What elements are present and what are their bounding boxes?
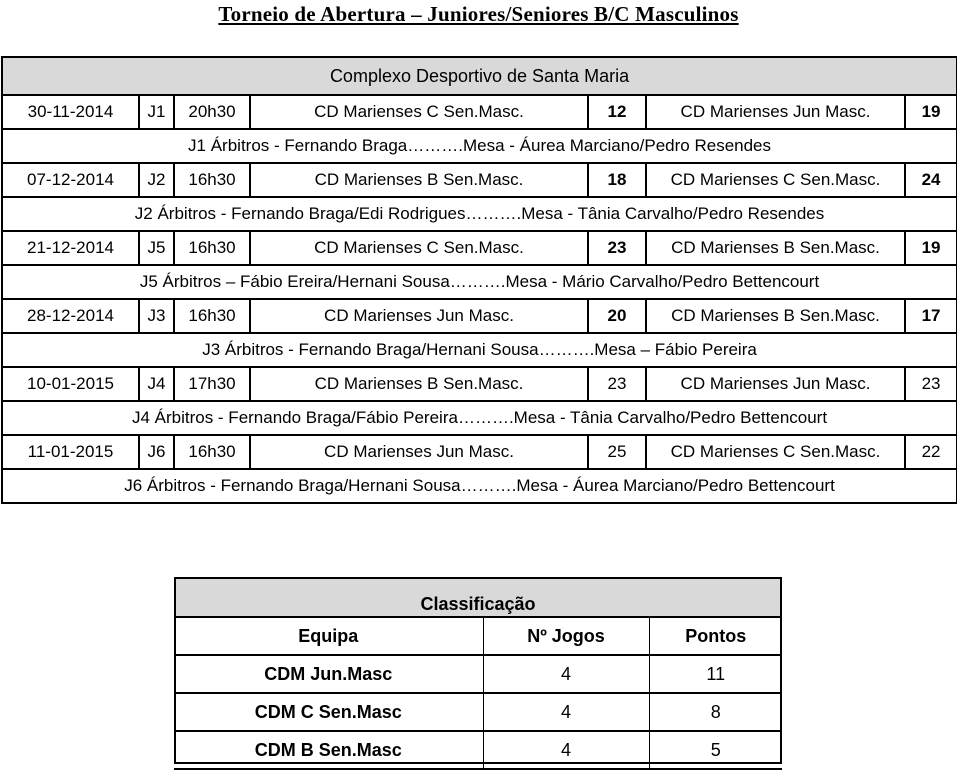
game-date: 30-11-2014 [2,95,139,129]
standings-table [174,577,782,770]
game-row [2,435,957,469]
home-score: 23 [588,367,646,401]
game-date: 10-01-2015 [2,367,139,401]
game-code: J1 [139,95,174,129]
game-time: 16h30 [174,299,250,333]
game-code: J6 [139,435,174,469]
game-officials: J3 Árbitros - Fernando Braga/Hernani Sousa……….Mesa – Fábio Pereira [2,333,957,367]
game-date: 07-12-2014 [2,163,139,197]
home-score: 20 [588,299,646,333]
game-time: 16h30 [174,163,250,197]
away-team: CD Marienses Jun Masc. [646,95,905,129]
column-header-games: Nº Jogos [483,617,649,655]
game-time: 17h30 [174,367,250,401]
home-team: CD Marienses C Sen.Masc. [250,231,588,265]
officials-row [2,469,957,503]
home-team: CD Marienses Jun Masc. [250,299,588,333]
standings-caption: Classificação [174,577,782,617]
game-time: 16h30 [174,435,250,469]
column-header-points: Pontos [649,617,782,655]
game-row [2,367,957,401]
home-score: 23 [588,231,646,265]
away-score: 22 [905,435,957,469]
away-score: 23 [905,367,957,401]
venue-row [2,57,957,95]
game-code: J5 [139,231,174,265]
home-team: CD Marienses B Sen.Masc. [250,163,588,197]
game-time: 16h30 [174,231,250,265]
away-team: CD Marienses B Sen.Masc. [646,299,905,333]
venue-name: Complexo Desportivo de Santa Maria [2,57,957,95]
standings-team: CDM B Sen.Masc [174,731,483,769]
game-officials: J6 Árbitros - Fernando Braga/Hernani Sousa……….Mesa - Áurea Marciano/Pedro Bettencourt [2,469,957,503]
game-row [2,163,957,197]
standings-points: 5 [649,731,782,769]
standings-row [174,693,782,731]
game-officials: J1 Árbitros - Fernando Braga……….Mesa - Áurea Marciano/Pedro Resendes [2,129,957,163]
standings-points: 8 [649,693,782,731]
standings-games: 4 [483,731,649,769]
standings-team: CDM C Sen.Masc [174,693,483,731]
game-time: 20h30 [174,95,250,129]
game-date: 21-12-2014 [2,231,139,265]
home-team: CD Marienses B Sen.Masc. [250,367,588,401]
home-team: CD Marienses Jun Masc. [250,435,588,469]
away-score: 19 [905,95,957,129]
officials-row [2,333,957,367]
standings-team: CDM Jun.Masc [174,655,483,693]
standings-header-row [174,617,782,655]
standings-row [174,655,782,693]
standings-games: 4 [483,655,649,693]
away-score: 24 [905,163,957,197]
column-header-team: Equipa [174,617,483,655]
games-table [1,56,957,504]
game-officials: J2 Árbitros - Fernando Braga/Edi Rodrigues……….Mesa - Tânia Carvalho/Pedro Resendes [2,197,957,231]
away-score: 19 [905,231,957,265]
game-code: J4 [139,367,174,401]
game-code: J2 [139,163,174,197]
game-row [2,299,957,333]
away-team: CD Marienses B Sen.Masc. [646,231,905,265]
standings-row [174,731,782,769]
home-score: 12 [588,95,646,129]
game-row [2,95,957,129]
standings-games: 4 [483,693,649,731]
away-team: CD Marienses C Sen.Masc. [646,163,905,197]
game-code: J3 [139,299,174,333]
officials-row [2,401,957,435]
game-row [2,231,957,265]
game-date: 11-01-2015 [2,435,139,469]
officials-row [2,197,957,231]
officials-row [2,129,957,163]
game-officials: J5 Árbitros – Fábio Ereira/Hernani Sousa……….Mesa - Mário Carvalho/Pedro Bettencourt [2,265,957,299]
officials-row [2,265,957,299]
standings-caption-row [174,577,782,617]
standings-points: 11 [649,655,782,693]
away-score: 17 [905,299,957,333]
game-officials: J4 Árbitros - Fernando Braga/Fábio Pereira……….Mesa - Tânia Carvalho/Pedro Bettencourt [2,401,957,435]
home-team: CD Marienses C Sen.Masc. [250,95,588,129]
home-score: 25 [588,435,646,469]
game-date: 28-12-2014 [2,299,139,333]
away-team: CD Marienses Jun Masc. [646,367,905,401]
away-team: CD Marienses C Sen.Masc. [646,435,905,469]
home-score: 18 [588,163,646,197]
page-title: Torneio de Abertura – Juniores/Seniores B/C Masculinos [218,2,739,26]
